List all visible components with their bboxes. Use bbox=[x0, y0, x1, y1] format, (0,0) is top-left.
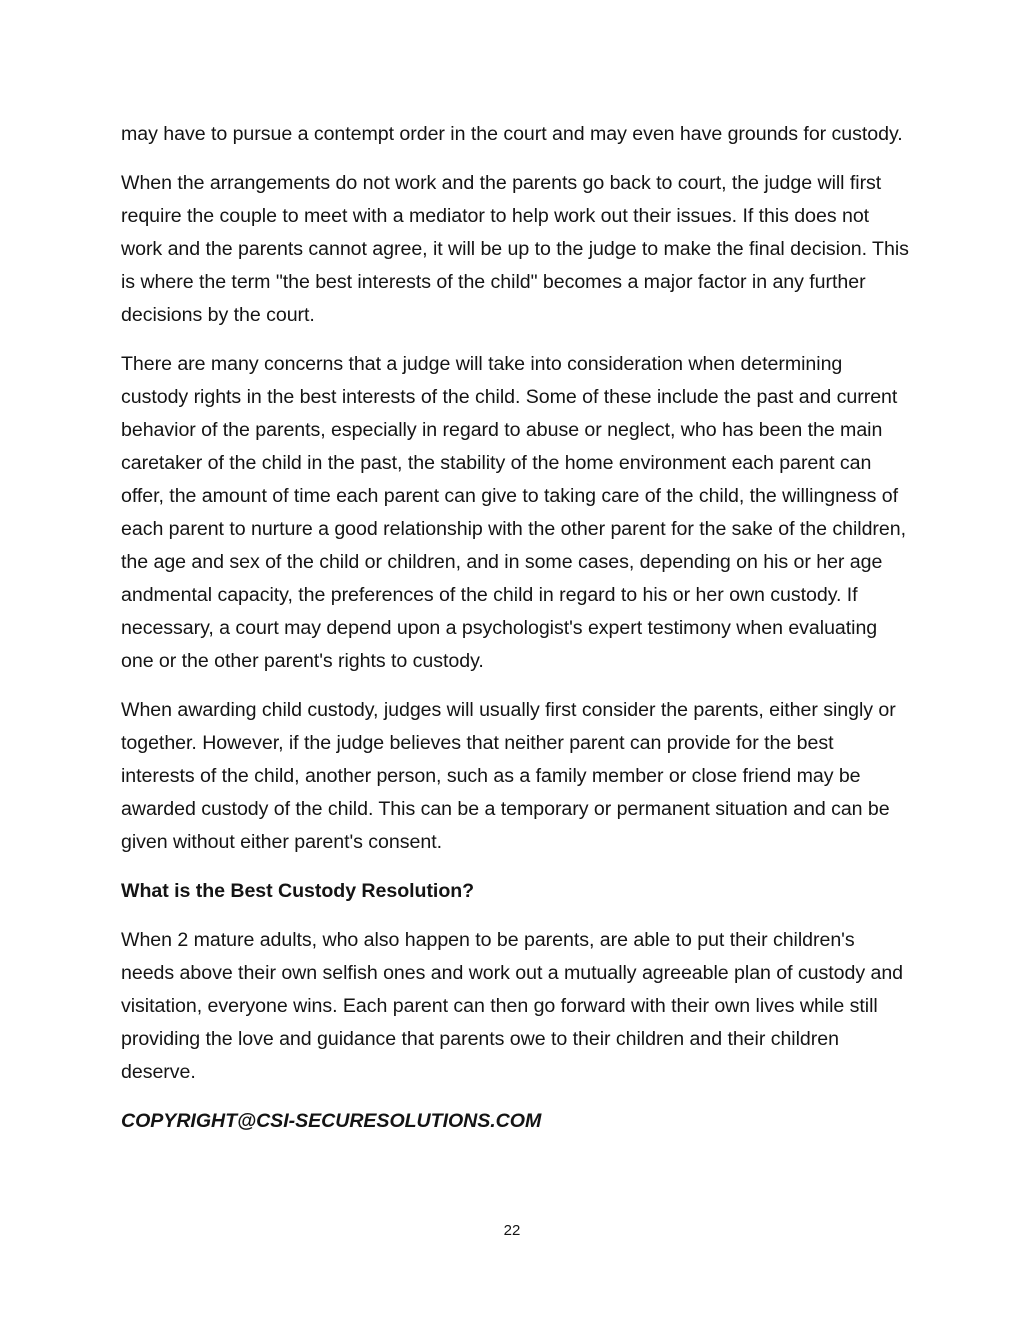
paragraph-continuation: may have to pursue a contempt order in the court and may even have grounds for custody. bbox=[121, 123, 903, 145]
section-heading: What is the Best Custody Resolution? bbox=[121, 880, 475, 902]
paragraph-awarding-custody: When awarding child custody, judges will usually first consider the parents, either singly or together. However, if the judge believes that neither parent can provide for the best interests of the child, another person, such as a family member or close friend may be awarded custody of the child. This can be a temporary or permanent situation and can be given without either parent's consent. bbox=[121, 699, 896, 853]
copyright-notice: COPYRIGHT@CSI-SECURESOLUTIONS.COM bbox=[121, 1110, 542, 1132]
paragraph-judge-considerations: There are many concerns that a judge will take into consideration when determining custody rights in the best interests of the child. Some of these include the past and current behavior of the parents, especially in regard to abuse or neglect, who has been the main caretaker of the child in the past, the stability of the home environment each parent can offer, the amount of time each parent can give to taking care of the child, the willingness of each parent to nurture a good relationship with the other parent for the sake of the children, the age and sex of the child or children, and in some cases, depending on his or her age andmental capacity, the preferences of the child in regard to his or her own custody. If necessary, a court may depend upon a psychologist's expert testimony when evaluating one or the other parent's rights to custody. bbox=[121, 353, 906, 672]
page-content bbox=[121, 118, 911, 1154]
page-number: 22 bbox=[503, 1222, 521, 1239]
paragraph-resolution: When 2 mature adults, who also happen to be parents, are able to put their children's needs above their own selfish ones and work out a mutually agreeable plan of custody and visitation, everyone wins. Each parent can then go forward with their own lives while still providing the love and guidance that parents owe to their children and their children deserve. bbox=[121, 929, 904, 1083]
paragraph-court-mediation: When the arrangements do not work and the parents go back to court, the judge will first require the couple to meet with a mediator to help work out their issues. If this does not work and the parents cannot agree, it will be up to the judge to make the final decision. This is where the term "the best interests of the child" becomes a major factor in any further decisions by the court. bbox=[121, 172, 909, 326]
